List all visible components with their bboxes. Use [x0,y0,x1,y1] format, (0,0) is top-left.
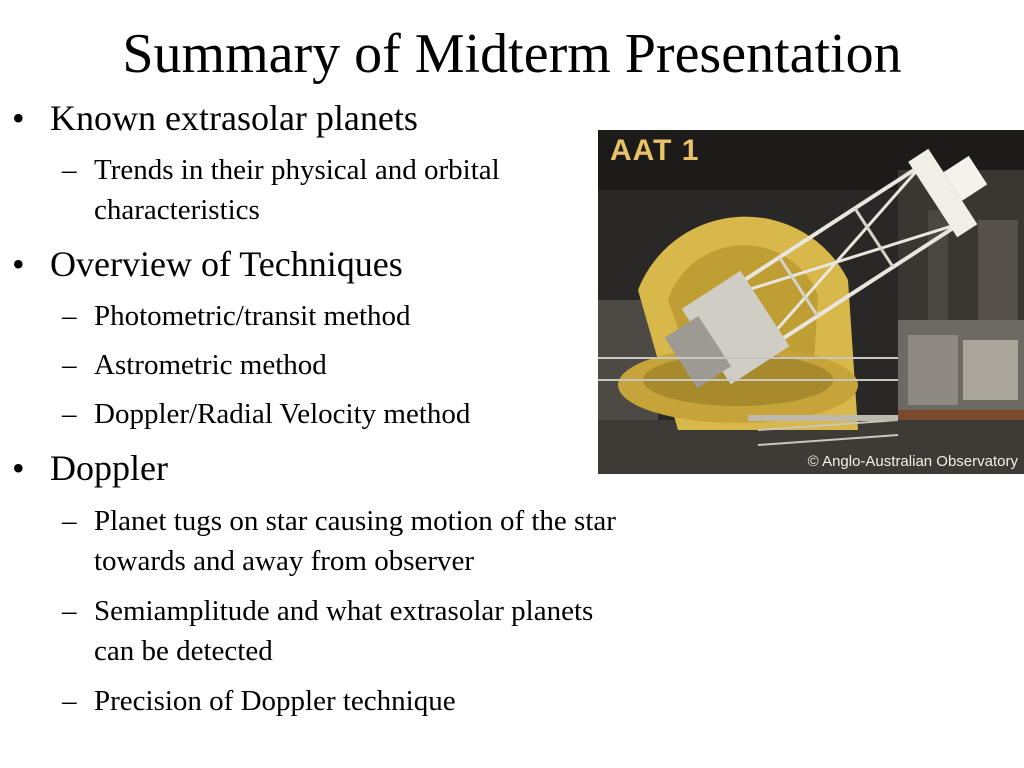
bullet-text: Overview of Techniques [50,244,403,284]
slide-title: Summary of Midterm Presentation [122,23,902,85]
sub-bullet-text: Trends in their physical and orbital [94,154,500,186]
bullet-mark: • [12,244,25,284]
sub-bullet-text: Astrometric method [94,349,327,381]
bullet-mark: • [12,98,25,138]
photo-label: AAT 1 [610,134,700,167]
sub-bullet-mark: – [62,685,77,717]
photo-credit: © Anglo-Australian Observatory [807,453,1018,470]
sub-bullet-text: Photometric/transit method [94,300,411,332]
sub-bullet-text: can be detected [94,635,273,667]
telescope-photo [598,130,1024,474]
telescope-illustration [598,130,1024,474]
bullet-text: Doppler [50,448,168,488]
sub-bullet-text: Planet tugs on star causing motion of the star [94,505,616,537]
sub-bullet-mark: – [62,398,77,430]
sub-bullet-mark: – [62,349,77,381]
sub-bullet-text: towards and away from observer [94,545,475,577]
sub-bullet-text: Semiamplitude and what extrasolar planets [94,595,594,627]
sub-bullet-mark: – [62,300,77,332]
sub-bullet-mark: – [62,154,77,186]
sub-bullet-text: characteristics [94,194,260,226]
sub-bullet-mark: – [62,595,77,627]
bullet-text: Known extrasolar planets [50,98,418,138]
bullet-mark: • [12,448,25,488]
sub-bullet-text: Precision of Doppler technique [94,685,456,717]
sub-bullet-text: Doppler/Radial Velocity method [94,398,471,430]
sub-bullet-mark: – [62,505,77,537]
